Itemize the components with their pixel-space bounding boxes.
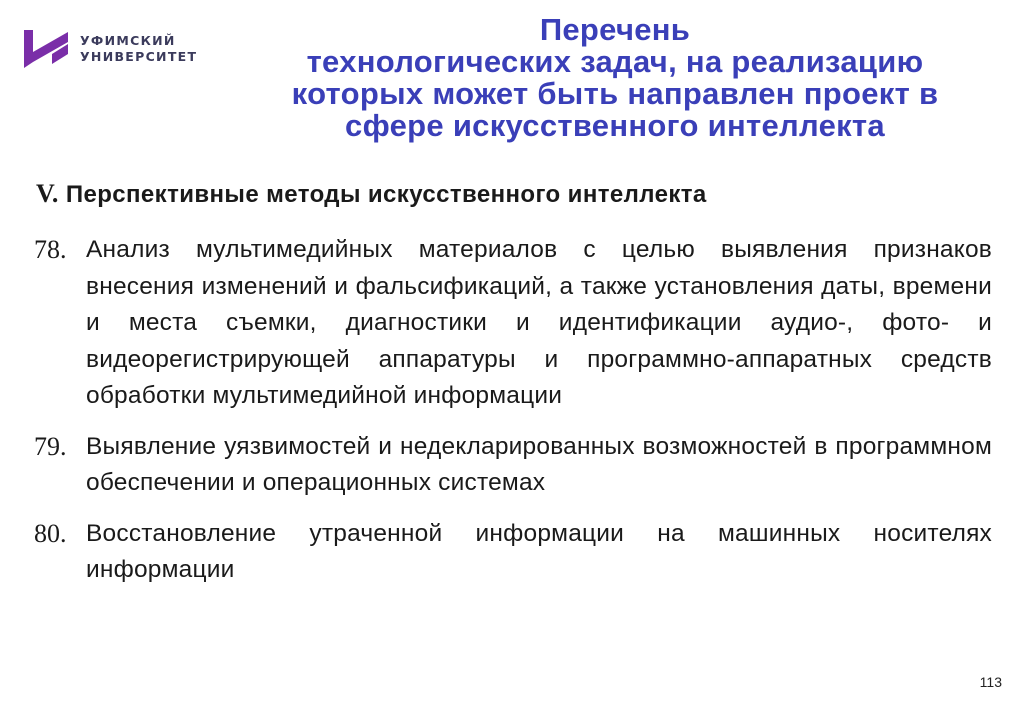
title-line-1: Перечень bbox=[539, 12, 691, 47]
list-item bbox=[34, 429, 992, 502]
logo-line-1: УФИМСКИЙ bbox=[80, 33, 176, 48]
page-number: 113 bbox=[979, 674, 1002, 690]
section-numeral: V. bbox=[36, 179, 59, 208]
title-line-4: сфере искусственного интеллекта bbox=[345, 108, 885, 143]
list-item-number: 79. bbox=[34, 431, 67, 461]
list-item bbox=[34, 516, 992, 589]
list-item bbox=[34, 232, 992, 415]
list-item-text: Анализ мультимедийных материалов с целью выявления признаков внесения изменений и фальсификаций, а также установления даты, времени и места съемки, диагностики и идентификации аудио-, фото- и видеорегистрирующей аппаратуры и программно-аппаратных средств обработки мультимедийной информации bbox=[86, 236, 992, 409]
title-line-2: технологических задач, на реализацию bbox=[306, 44, 924, 79]
list-item-text: Выявление уязвимостей и недекларированных возможностей в программном обеспечении и операционных системах bbox=[86, 432, 992, 496]
university-logo-text bbox=[80, 33, 197, 65]
title-line-3: которых может быть направлен проект в bbox=[291, 76, 939, 111]
list-item-number: 78. bbox=[34, 235, 67, 264]
logo-line-2: УНИВЕРСИТЕТ bbox=[80, 49, 198, 64]
list-item-number: 80. bbox=[34, 518, 67, 548]
section-heading-text: Перспективные методы искусственного интеллекта bbox=[65, 181, 707, 208]
list-item-text: Восстановление утраченной информации на машинных носителях информации bbox=[86, 519, 992, 583]
university-logo-mark-icon bbox=[22, 28, 72, 72]
section-heading bbox=[36, 179, 996, 209]
task-list bbox=[34, 232, 992, 603]
slide-title bbox=[200, 14, 1024, 142]
